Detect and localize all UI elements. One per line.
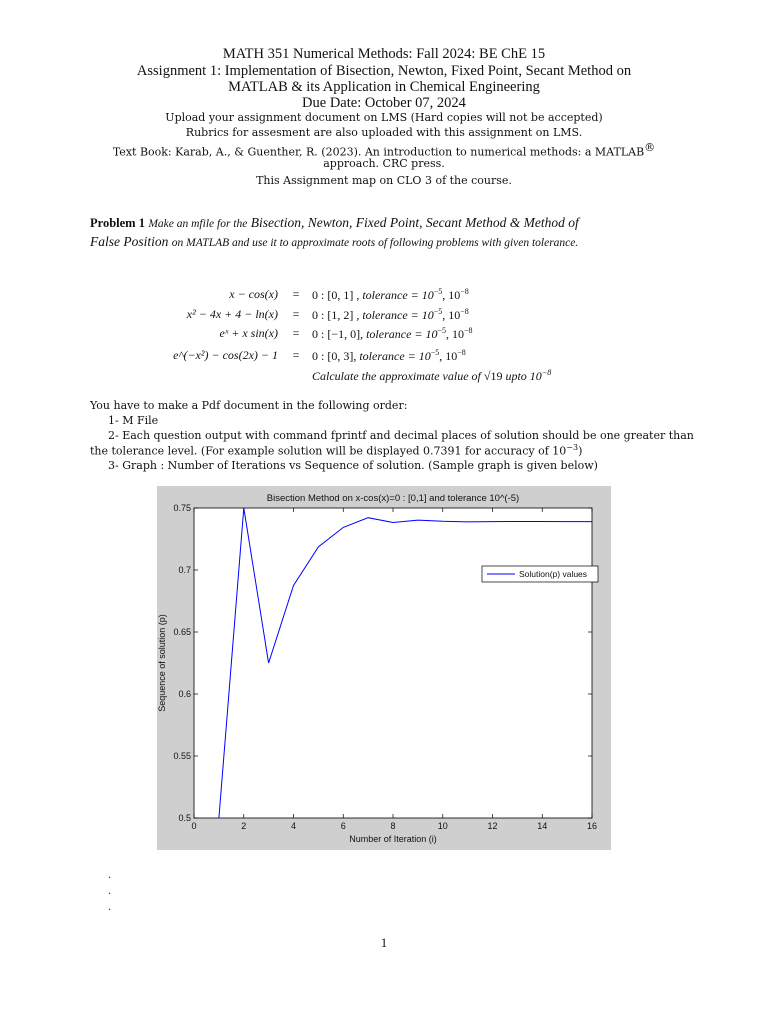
x-tick-label: 16 bbox=[586, 821, 598, 831]
instruction-item-3: 3- Graph : Number of Iterations vs Sequence of solution. (Sample graph is given below) bbox=[108, 459, 598, 472]
assignment-subtitle: MATLAB & its Application in Chemical Engineering bbox=[228, 79, 540, 95]
equation-rhs: 0 : [0, 3], tolerance = $10^{-5}$, $10^{-8}$ bbox=[312, 348, 466, 363]
x-tick-label: 12 bbox=[487, 821, 498, 831]
y-tick-label: 0.7 bbox=[178, 565, 191, 575]
ellipsis-dot: . bbox=[108, 870, 112, 881]
chart-svg bbox=[157, 486, 611, 850]
x-tick-label: 4 bbox=[290, 821, 297, 831]
problem-intro: Make an mfile for the bbox=[148, 218, 248, 230]
textbook-line-2: approach. CRC press. bbox=[323, 157, 445, 170]
x-tick-label: 14 bbox=[537, 821, 548, 831]
problem-statement bbox=[90, 214, 700, 252]
x-tick-label: 0 bbox=[191, 821, 197, 831]
equation-rhs: 0 : [−1, 0], tolerance = $10^{-5}$, $10^{-8}$ bbox=[312, 326, 473, 341]
instruction-item-2: 2- Each question output with command fprintf and decimal places of solution should be one greater than bbox=[108, 429, 694, 442]
equation-lhs: eˣ + x sin(x) bbox=[219, 326, 278, 340]
y-tick-label: 0.5 bbox=[178, 813, 191, 823]
sample-graph bbox=[157, 486, 611, 850]
equation-rhs: 0 : [1, 2] , tolerance = $10^{-5}$, $10^{-8}$ bbox=[312, 307, 469, 322]
equation-rhs: 0 : [0, 1] , tolerance = $10^{-5}$, $10^{-8}$ bbox=[312, 287, 469, 302]
x-tick-label: 2 bbox=[241, 821, 247, 831]
instruction-item-1: 1- M File bbox=[108, 414, 159, 427]
rubrics-note: Rubrics for assesment are also uploaded with this assignment on LMS. bbox=[185, 126, 583, 139]
equation-lhs: x − cos(x) bbox=[229, 287, 278, 301]
problem-intro-2: on MATLAB and use it to approximate roots of following problems with given tolerance. bbox=[171, 237, 579, 249]
y-tick-label: 0.55 bbox=[173, 751, 191, 761]
y-tick-label: 0.65 bbox=[173, 627, 191, 637]
equation-op: = bbox=[292, 287, 300, 301]
legend-label: Solution(p) values bbox=[519, 569, 588, 579]
problem-label: Problem 1 bbox=[90, 216, 145, 230]
equation-op: = bbox=[292, 307, 300, 321]
clo-note: This Assignment map on CLO 3 of the course. bbox=[256, 174, 512, 187]
equation-op: = bbox=[292, 348, 300, 362]
problem-methods: Bisection, Newton, Fixed Point, Secant Method & Method of bbox=[250, 215, 579, 230]
instructions-lead: You have to make a Pdf document in the following order: bbox=[90, 399, 408, 412]
due-date: Due Date: October 07, 2024 bbox=[302, 95, 466, 111]
problem-methods-2: False Position bbox=[90, 234, 169, 249]
upload-note: Upload your assignment document on LMS (Hard copies will not be accepted) bbox=[165, 111, 603, 124]
ellipsis-dot: . bbox=[108, 902, 112, 913]
x-tick-label: 6 bbox=[340, 821, 346, 831]
chart-title: Bisection Method on x-cos(x)=0 : [0,1] and tolerance 10^(-5) bbox=[266, 493, 520, 504]
sqrt-task: Calculate the approximate value of √19 upto $10^{-8}$ bbox=[312, 368, 552, 383]
equation-op: = bbox=[292, 326, 300, 340]
y-tick-label: 0.75 bbox=[173, 503, 191, 513]
ellipsis-dot: . bbox=[108, 886, 112, 897]
registered-mark: ® bbox=[644, 141, 656, 154]
x-axis-label: Number of Iteration (i) bbox=[349, 834, 437, 844]
y-tick-label: 0.6 bbox=[178, 689, 191, 699]
course-title: MATH 351 Numerical Methods: Fall 2024: BE ChE 15 bbox=[222, 46, 546, 62]
page-number: 1 bbox=[380, 935, 388, 950]
x-tick-label: 10 bbox=[437, 821, 448, 831]
instruction-item-2-cont: the tolerance level. (For example solution will be displayed 0.7391 for accuracy of $10^{-3}$) bbox=[90, 443, 583, 458]
textbook-text: Text Book: Karab, A., & Guenther, R. (2023). An introduction to numerical methods: a MATLAB bbox=[112, 145, 645, 159]
equation-lhs: e^(−x²) − cos(2x) − 1 bbox=[173, 348, 278, 362]
equation-lhs: x² − 4x + 4 − ln(x) bbox=[186, 307, 278, 321]
assignment-title: Assignment 1: Implementation of Bisection, Newton, Fixed Point, Secant Method on bbox=[136, 63, 632, 79]
x-tick-label: 8 bbox=[390, 821, 396, 831]
plot-area bbox=[194, 508, 592, 818]
y-axis-label: Sequence of solution (p) bbox=[157, 614, 167, 712]
